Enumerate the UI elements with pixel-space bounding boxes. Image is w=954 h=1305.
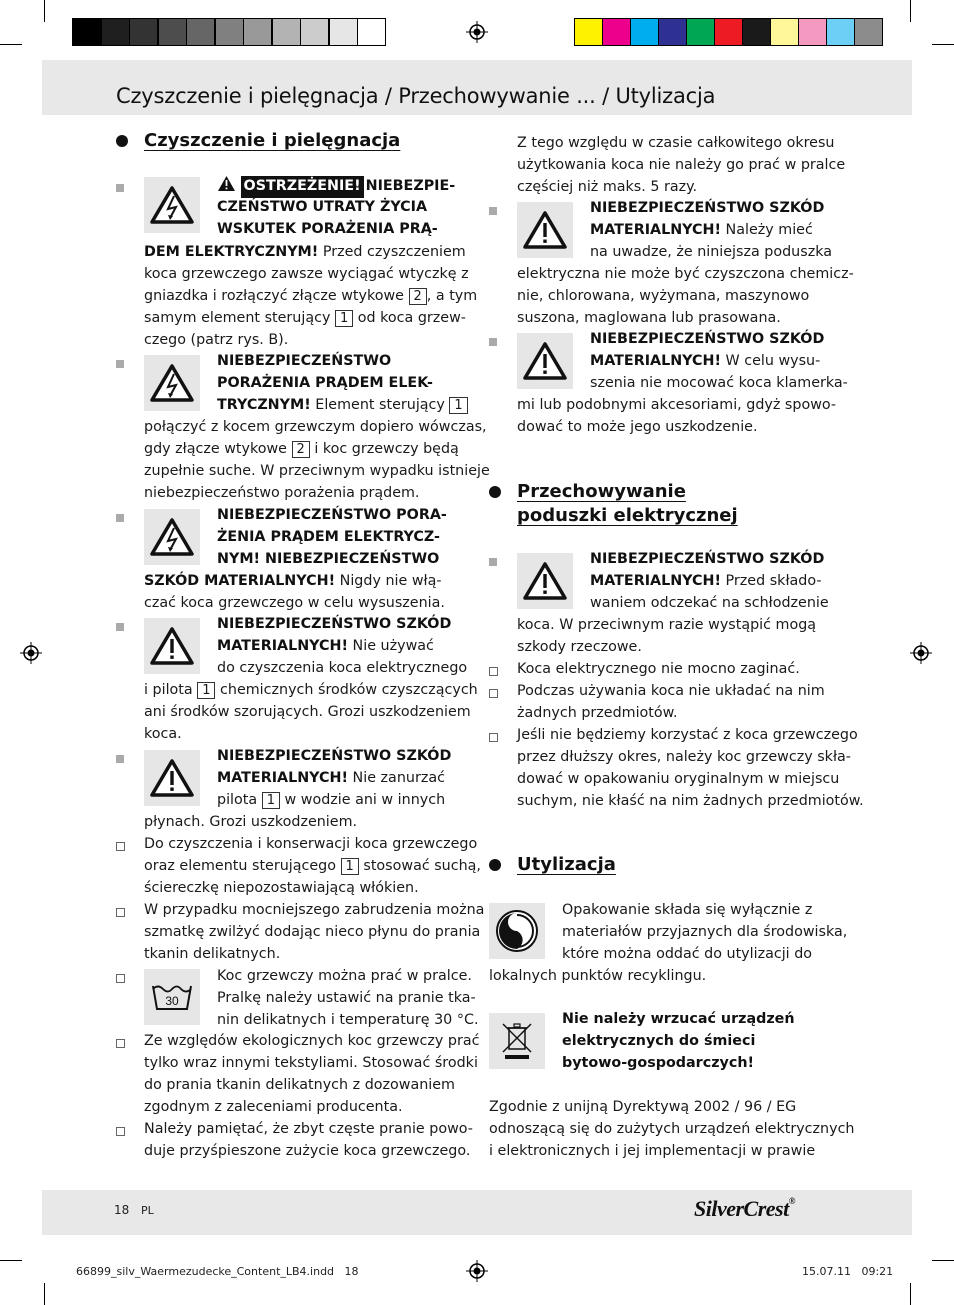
section-title-line: poduszki elektrycznej [517,505,738,526]
paragraph-line [562,1053,754,1075]
color-swatch [72,18,101,46]
color-swatch [186,18,215,46]
paragraph-line [562,1009,795,1031]
crop-mark [0,1260,22,1261]
warning-line: MATERIALNYCH! [217,770,348,786]
paragraph-line: Pralkę należy ustawić na pranie tka- [217,990,476,1006]
text: , a tym [426,288,478,304]
list-square [116,623,124,631]
color-swatch [770,18,799,46]
paragraph-line: Koc grzewczy można prać w pralce. [217,968,472,984]
warning-triangle-icon [517,202,573,258]
registration-mark-icon [466,21,488,43]
paragraph-line: elektryczna nie może być czyszczona chemicz- [517,266,854,282]
reference-number: 2 [292,441,310,458]
warning-triangle-icon [144,618,200,674]
paragraph-line: mi lub podobnymi akcesoriami, gdyż spowo- [517,397,837,413]
text: pilota [217,792,262,808]
electric-warning-icon [144,177,200,233]
color-swatch [630,18,659,46]
list-square [116,184,124,192]
paragraph-line: szenia nie mocować koca klamerka- [590,375,848,391]
warning-line: MATERIALNYCH! [590,353,721,369]
text: i pilota [144,682,198,698]
paragraph-line: szkody rzeczowe. [517,639,642,655]
paragraph-line [590,571,822,593]
crop-mark [932,1260,954,1261]
text: gdy złącze wtykowe [144,441,292,457]
section-title-cleaning: Czyszczenie i pielęgnacja [144,130,401,151]
warning-line: MATERIALNYCH! [590,573,721,589]
paragraph-line: W przypadku mocniejszego zabrudzenia można [144,902,485,918]
text: samym element sterujący [144,310,335,326]
color-swatch [243,18,272,46]
text: Nie zanurzać [348,770,445,786]
registration-mark-icon [20,642,42,664]
text: Nigdy nie włą- [335,573,442,589]
section-title-storage [517,480,738,528]
reference-number: 1 [335,310,353,327]
paragraph-line: Ze względów ekologicznych koc grzewczy prać [144,1033,480,1049]
registration-mark-icon [910,642,932,664]
paragraph-line [562,1031,755,1053]
paragraph-line [217,505,447,527]
paragraph-line [217,373,433,395]
paragraph-line: Do czyszczenia i konserwacji koca grzewczego [144,836,478,852]
text: Element sterujący [310,397,450,413]
warning-line: NIEBEZPIECZEŃSTWO PORA- [217,507,447,523]
text: Przed składo- [721,573,822,589]
text: Nie używać [348,638,434,654]
paragraph-line: koca. W przeciwnym razie wystąpić mogą [517,617,817,633]
paragraph-line [217,768,445,790]
list-square [489,207,497,215]
color-swatch [826,18,855,46]
paragraph-line: lokalnych punktów recyklingu. [489,968,707,984]
warning-line: NIEBEZPIECZEŃSTWO [217,353,392,369]
list-checkbox-bullet [116,908,125,917]
paragraph-line [217,636,434,658]
paragraph-line: nie, chlorowana, wyżymana, maszynowo [517,288,810,304]
paragraph-line [144,680,478,702]
paragraph-line: płynach. Grozi uszkodzeniem. [144,814,358,830]
list-checkbox-bullet [116,974,125,983]
paragraph-line: duje przyśpieszone zużycie koca grzewczego. [144,1143,471,1159]
color-swatch [357,18,386,46]
section-bullet [116,135,128,147]
reference-number: 1 [197,682,215,699]
warning-line: ŻENIA PRĄDEM ELEKTRYCZ- [217,529,440,545]
warning-line: NYM! NIEBEZPIECZEŃSTWO [217,551,440,567]
crop-mark [0,44,22,45]
text: chemicznych środków czyszczących [215,682,478,698]
paragraph-line: czać koca grzewczego w celu wysuszenia. [144,595,445,611]
crop-mark [932,44,954,45]
paragraph-line: żadnych przedmiotów. [517,705,678,721]
paragraph-line: Koca elektrycznego nie mocno zaginać. [517,661,800,677]
paragraph [217,175,455,198]
paragraph-line: suchym, nie kłaść na nim żadnych przedmiotów. [517,793,864,809]
crossed-bin-icon [489,1013,545,1069]
paragraph-line: Zgodnie z unijną Dyrektywą 2002 / 96 / EG [489,1099,797,1115]
text: gniazdka i rozłączyć złącze wtykowe [144,288,409,304]
electric-warning-icon [144,355,200,411]
color-swatch [798,18,827,46]
paragraph-line: połączyć z kocem grzewczym dopiero wówczas, [144,419,487,435]
list-checkbox-bullet [489,689,498,698]
warning-line: MATERIALNYCH! [217,638,348,654]
warning-line: TRYCZNYM! [217,397,311,413]
crop-mark [910,0,911,22]
warning-line: WSKUTEK PORAŻENIA PRĄ- [217,221,438,237]
warning-line: SZKÓD MATERIALNYCH! [144,573,336,589]
file-name: 66899_silv_Waermezudecke_Content_LB4.indd 18 [76,1265,359,1278]
paragraph-line [217,746,451,768]
warning-line: NIEBEZPIECZEŃSTWO SZKÓD [590,331,825,347]
crop-mark [44,1283,45,1305]
paragraph-line [144,286,477,308]
paragraph-line [144,571,442,593]
paragraph-line: suszona, maglowana lub prasowana. [517,310,781,326]
paragraph-line [144,439,459,461]
warning-line: NIEBEZPIECZEŃSTWO SZKÓD [590,551,825,567]
color-swatch [272,18,301,46]
brand-logo: SilverCrest® [694,1196,795,1221]
section-bullet [489,859,501,871]
reference-number: 1 [449,397,467,414]
paragraph-line: koca. [144,726,182,742]
text: stosować suchą, [358,858,481,874]
language-code: PL [141,1204,154,1217]
paragraph-line: do czyszczenia koca elektrycznego [217,660,468,676]
warning-line: DEM ELEKTRYCZNYM! [144,244,319,260]
list-square [116,755,124,763]
warning-line: NIEBEZPIECZEŃSTWO SZKÓD [217,616,452,632]
wash-30-icon [144,969,200,1025]
wash-temperature: 30 [165,994,179,1008]
warning-text [217,219,438,241]
paragraph-line: waniem odczekać na schłodzenie [590,595,829,611]
warning-line: MATERIALNYCH! [590,222,721,238]
paragraph-line [144,242,466,264]
color-swatch [129,18,158,46]
paragraph-line: dować w opakowaniu oryginalnym w miejscu [517,771,840,787]
paragraph-line [590,329,824,351]
paragraph-line: do prania tkanin delikatnych z dozowaniem [144,1077,455,1093]
paragraph-line: tkanin delikatnych. [144,946,281,962]
color-swatch [742,18,771,46]
paragraph-line: tylko wraz innymi tekstyliami. Stosować środki [144,1055,478,1071]
color-swatch [686,18,715,46]
paragraph-line: Podczas używania koca nie układać na nim [517,683,825,699]
crop-mark [910,1283,911,1305]
paragraph-line: czego (patrz rys. B). [144,332,289,348]
paragraph-line: zgodnym z zaleceniami producenta. [144,1099,403,1115]
brand-name: SilverCrest [694,1196,789,1221]
reference-number: 1 [262,792,280,809]
paragraph-line: niebezpieczeństwo porażenia prądem. [144,485,420,501]
paragraph-line [217,549,439,571]
color-swatch [658,18,687,46]
crop-mark [44,0,45,22]
section-title-line: Przechowywanie [517,481,686,502]
list-square [116,360,124,368]
color-swatch [158,18,187,46]
warning-text [217,197,427,219]
warning-icon [217,175,236,192]
color-swatch [714,18,743,46]
warning-line: PORAŻENIA PRĄDEM ELEK- [217,375,433,391]
list-checkbox-bullet [116,842,125,851]
paragraph-line: materiałów przyjaznych dla środowiska, [562,924,848,940]
text: W celu wysu- [721,353,821,369]
paragraph-line: Z tego względu w czasie całkowitego okresu [517,135,835,151]
text: w wodzie ani w innych [279,792,446,808]
paragraph-line [590,198,824,220]
list-checkbox-bullet [116,1039,125,1048]
paragraph-line [217,614,451,636]
section-bullet [489,486,501,498]
color-swatch [854,18,883,46]
page-number: 18 [114,1203,130,1217]
warning-line: NIEBEZPIECZEŃSTWO SZKÓD [217,748,452,764]
warning-line: Nie należy wrzucać urządzeń [562,1011,795,1027]
list-checkbox-bullet [489,733,498,742]
print-datetime: 15.07.11 09:21 [802,1265,894,1278]
paragraph-line: i elektronicznych i jej implementacji w prawie [489,1143,816,1159]
paragraph-line [217,790,445,812]
color-swatch [329,18,358,46]
paragraph-line [217,527,440,549]
color-swatch [215,18,244,46]
paragraph-line: użytkowania koca nie należy go prać w pralce [517,157,846,173]
paragraph-line [144,856,481,878]
warning-badge: OSTRZEŻENIE! [241,176,364,198]
section-title-disposal: Utylizacja [517,854,616,875]
color-swatch [300,18,329,46]
paragraph-line: Należy pamiętać, że zbyt częste pranie powo- [144,1121,473,1137]
paragraph-line: ściereczkę niepozostawiającą włókien. [144,880,419,896]
paragraph-line: szmatkę zwilżyć dodając nieco płynu do prania [144,924,481,940]
electric-warning-icon [144,509,200,565]
paragraph-line: Opakowanie składa się wyłącznie z [562,902,813,918]
paragraph-line: na uwadze, że niniejsza poduszka [590,244,832,260]
color-swatch [602,18,631,46]
paragraph-line: zupełnie suche. W przeciwnym wypadku istnieje [144,463,490,479]
paragraph-line [217,351,391,373]
paragraph-line: nin delikatnych i temperaturę 30 °C. [217,1012,479,1028]
registration-mark-icon [466,1260,488,1282]
list-square [489,338,497,346]
color-swatch [101,18,130,46]
paragraph-line [217,395,468,417]
paragraph-line: odnoszącą się do zużytych urządzeń elektrycznych [489,1121,855,1137]
paragraph-line: ani środków szorujących. Grozi uszkodzeniem [144,704,471,720]
warning-text: NIEBEZPIE- [365,178,456,194]
paragraph-line: które można oddać do utylizacji do [562,946,813,962]
paragraph-line [590,220,813,242]
warning-line: NIEBEZPIECZEŃSTWO SZKÓD [590,200,825,216]
paragraph-line [144,308,466,330]
list-checkbox-bullet [116,1127,125,1136]
text: oraz elementu sterującego [144,858,341,874]
paragraph-line [590,549,824,571]
green-dot-recycling-icon [489,903,545,959]
text: Należy mieć [721,222,813,238]
warning-line: CZEŃSTWO UTRATY ŻYCIA [217,199,428,215]
paragraph-line [590,351,820,373]
text: Przed czyszczeniem [318,244,466,260]
paragraph-line: częściej niż maks. 5 razy. [517,179,698,195]
warning-triangle-icon [517,553,573,609]
paragraph-line: dować to może jego uszkodzenie. [517,419,758,435]
list-checkbox-bullet [489,667,498,676]
warning-triangle-icon [144,750,200,806]
text: od koca grzew- [353,310,466,326]
list-square [116,514,124,522]
paragraph-line: przez dłuższy okres, należy koc grzewczy skła- [517,749,851,765]
page-title: Czyszczenie i pielęgnacja / Przechowywanie ... / Utylizacja [116,84,716,108]
warning-triangle-icon [517,333,573,389]
color-swatch [574,18,603,46]
reference-number: 2 [409,288,427,305]
paragraph-line: koca grzewczego zawsze wyciągać wtyczkę z [144,266,469,282]
reference-number: 1 [341,858,359,875]
warning-line: elektrycznych do śmieci [562,1033,756,1049]
paragraph-line: Jeśli nie będziemy korzystać z koca grzewczego [517,727,858,743]
warning-line: bytowo-gospodarczych! [562,1055,755,1071]
list-square [489,558,497,566]
text: i koc grzewczy będą [309,441,459,457]
